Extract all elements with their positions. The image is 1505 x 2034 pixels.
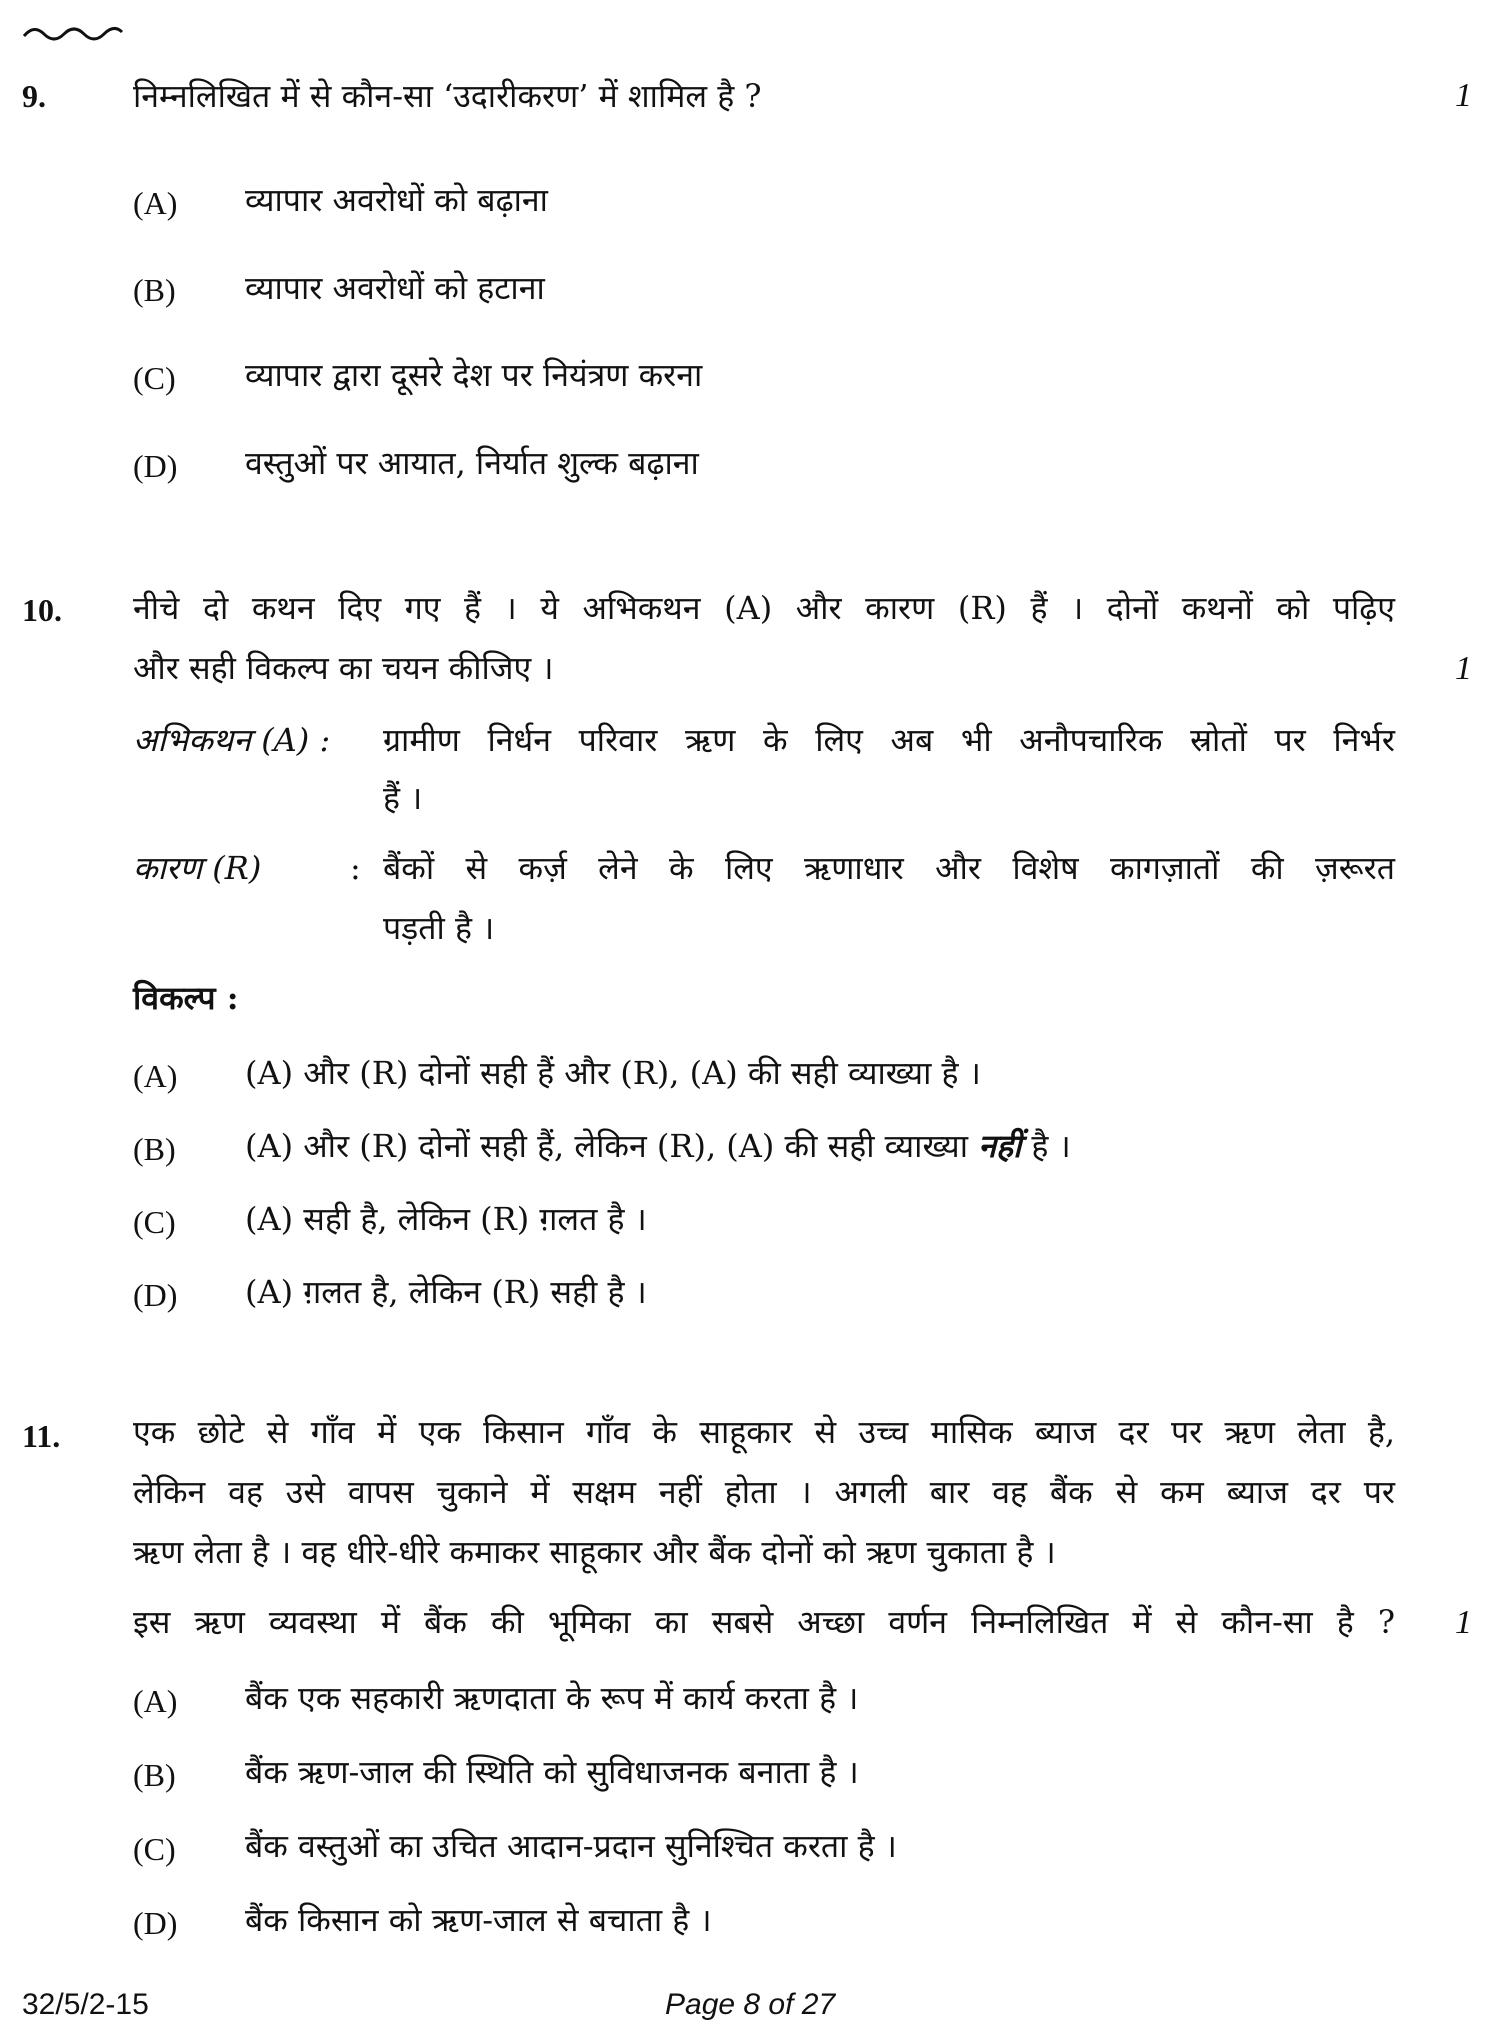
wave-squiggle-icon: [22, 20, 124, 46]
option-text: बैंक किसान को ऋण-जाल से बचाता है ।: [245, 1901, 712, 1939]
question-number: 9.: [22, 78, 46, 114]
option-label: (A): [133, 185, 178, 221]
assertion-text-continued: हैं ।: [383, 779, 423, 817]
option-text: (A) और (R) दोनों सही हैं और (R), (A) की सही व्याख्या है ।: [245, 1054, 981, 1092]
question-text-continued: ऋण लेता है । वह धीरे-धीरे कमाकर साहूकार और बैंक दोनों को ऋण चुकाता है ।: [133, 1533, 1056, 1571]
reason-text-continued: पड़ती है ।: [383, 909, 495, 947]
option-label: (D): [133, 448, 178, 484]
option-text: व्यापार द्वारा दूसरे देश पर नियंत्रण करना: [245, 356, 703, 394]
option-label: (D): [133, 1277, 178, 1313]
reason-colon: :: [350, 849, 361, 887]
question-number: 10.: [22, 592, 62, 628]
option-text-after: है ।: [1031, 1127, 1071, 1165]
option-text: (A) सही है, लेकिन (R) ग़लत है ।: [245, 1200, 647, 1238]
reason-label: कारण (R): [133, 849, 262, 887]
question-prompt: इस ऋण व्यवस्था में बैंक की भूमिका का सबसे अच्छा वर्णन निम्नलिखित में से कौन-सा है ?: [133, 1603, 1395, 1641]
option-emphasis: नहीं: [978, 1127, 1022, 1165]
question-text: निम्नलिखित में से कौन-सा ‘उदारीकरण’ में शामिल है ?: [133, 77, 762, 115]
option-text: [245, 1126, 1071, 1166]
option-text: बैंक एक सहकारी ऋणदाता के रूप में कार्य करता है ।: [245, 1679, 859, 1717]
question-text-continued: लेकिन वह उसे वापस चुकाने में सक्षम नहीं होता । अगली बार वह बैंक से कम ब्याज दर पर: [133, 1473, 1395, 1511]
option-label: (C): [133, 360, 176, 396]
question-text: नीचे दो कथन दिए गए हैं । ये अभिकथन (A) और कारण (R) हैं । दोनों कथनों को पढ़िए: [133, 589, 1395, 627]
option-text-before: (A) और (R) दोनों सही हैं, लेकिन (R), (A) की सही व्याख्या: [245, 1127, 969, 1165]
option-label: (C): [133, 1204, 176, 1240]
reason-text: बैंकों से कर्ज़ लेने के लिए ऋणाधार और विशेष कागज़ातों की ज़रूरत: [383, 849, 1395, 887]
option-label: (B): [133, 1131, 176, 1167]
option-text: बैंक वस्तुओं का उचित आदान-प्रदान सुनिश्चित करता है ।: [245, 1827, 897, 1865]
option-text: (A) ग़लत है, लेकिन (R) सही है ।: [245, 1273, 647, 1311]
option-label: (D): [133, 1905, 178, 1941]
question-text-continued: और सही विकल्प का चयन कीजिए ।: [133, 649, 554, 687]
question-text: एक छोटे से गाँव में एक किसान गाँव के साहूकार से उच्च मासिक ब्याज दर पर ऋण लेता है,: [133, 1413, 1395, 1451]
option-label: (C): [133, 1831, 176, 1867]
option-label: (B): [133, 272, 176, 308]
page-number: Page 8 of 27: [665, 1988, 836, 2021]
question-marks: 1: [1455, 650, 1472, 687]
question-marks: 1: [1455, 1604, 1472, 1641]
options-heading: विकल्प :: [133, 979, 239, 1017]
option-label: (A): [133, 1058, 178, 1094]
question-marks: 1: [1455, 77, 1472, 114]
assertion-label: अभिकथन (A) :: [133, 721, 331, 759]
option-label: (B): [133, 1757, 176, 1793]
option-text: बैंक ऋण-जाल की स्थिति को सुविधाजनक बनाता है ।: [245, 1753, 859, 1791]
option-text: व्यापार अवरोधों को बढ़ाना: [245, 181, 548, 219]
option-text: व्यापार अवरोधों को हटाना: [245, 269, 545, 307]
question-number: 11.: [22, 1418, 61, 1454]
option-label: (A): [133, 1683, 178, 1719]
assertion-text: ग्रामीण निर्धन परिवार ऋण के लिए अब भी अनौपचारिक स्रोतों पर निर्भर: [383, 721, 1395, 759]
paper-code: 32/5/2-15: [22, 1988, 149, 2021]
option-text: वस्तुओं पर आयात, निर्यात शुल्क बढ़ाना: [245, 444, 699, 482]
